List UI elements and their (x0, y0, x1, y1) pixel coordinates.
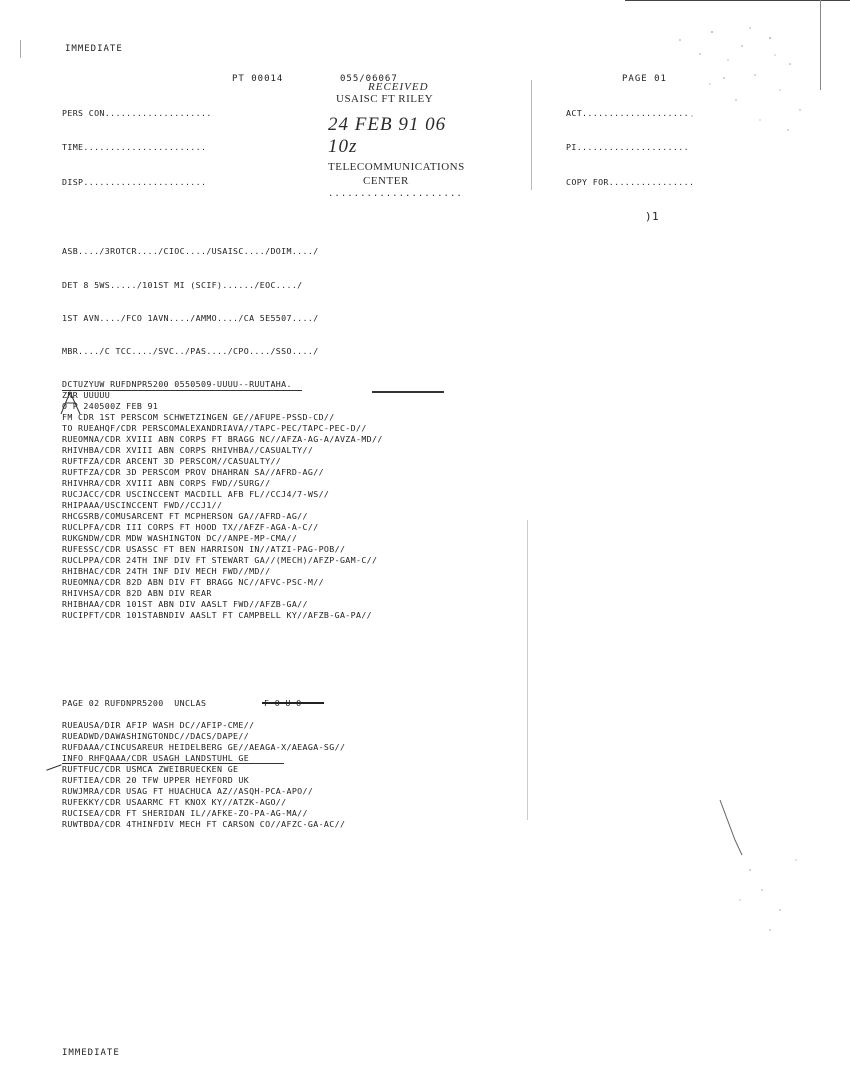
disp-field: DISP....................... (62, 177, 207, 187)
pi-field: PI..................... (566, 142, 689, 152)
precedence-footer: IMMEDIATE (62, 1048, 120, 1058)
page-two-line: RUFTIEA/CDR 20 TFW UPPER HEYFORD UK (62, 775, 250, 785)
message-line: ZNR UUUUU (62, 390, 111, 400)
scan-edge-line (820, 0, 821, 90)
page-two-line: RUEAUSA/DIR AFIP WASH DC//AFIP-CME// (62, 720, 255, 730)
page-two-header: PAGE 02 RUFDNPR5200 UNCLAS (62, 698, 207, 708)
stamp-center: CENTER (363, 175, 409, 187)
message-line: RUCIPFT/CDR 101STABNDIV AASLT FT CAMPBELL KY//AFZB-GA-PA// (62, 610, 373, 620)
page-two-line: RUFDAAA/CINCUSAREUR HEIDELBERG GE//AEAGA-X/AEAGA-SG// (62, 742, 346, 752)
message-line: RHIBHAC/CDR 24TH INF DIV MECH FWD//MD// (62, 566, 271, 576)
message-line: FM CDR 1ST PERSCOM SCHWETZINGEN GE//AFUPE-PSSD-CD// (62, 412, 335, 422)
page-number: PAGE 01 (622, 74, 667, 84)
handwritten-underline (372, 391, 444, 393)
message-line: RHIVHBA/CDR XVIII ABN CORPS RHIVHBA//CASUALTY// (62, 445, 314, 455)
page-two-line: RUFEKKY/CDR USAARMC FT KNOX KY//ATZK-AGO// (62, 797, 287, 807)
precedence-header: IMMEDIATE (65, 44, 123, 54)
message-line: RUEOMNA/CDR XVIII ABN CORPS FT BRAGG NC//AFZA-AG-A/AVZA-MD// (62, 434, 383, 444)
page-two-line: INFO RHFQAAA/CDR USAGH LANDSTUHL GE (62, 753, 250, 763)
page-two-line: RUWTBDA/CDR 4THINFDIV MECH FT CARSON CO//AFZC-GA-AC// (62, 819, 346, 829)
page-two-line: RUCISEA/CDR FT SHERIDAN IL//AFKE-ZO-PA-AG-MA// (62, 808, 308, 818)
scan-fold-line (531, 80, 532, 190)
page-two-line: RUFTFUC/CDR USMCA ZWEIBRUECKEN GE (62, 764, 239, 774)
act-field: ACT.................... (566, 108, 689, 118)
stamp-received: RECEIVED (368, 81, 429, 93)
scan-noise (700, 800, 820, 960)
strikethrough-line (262, 702, 324, 704)
distribution-line: DET 8 5WS...../101ST MI (SCIF)....../EOC..../ (62, 280, 303, 290)
copy-for-field: COPY FOR................ (566, 177, 695, 187)
message-line: RHCGSRB/COMUSARCENT FT MCPHERSON GA//AFRD-AG// (62, 511, 308, 521)
message-line: RHIBHAA/CDR 101ST ABN DIV AASLT FWD//AFZB-GA// (62, 599, 308, 609)
message-line: RUCLPPA/CDR 24TH INF DIV FT STEWART GA//(MECH)/AFZP-GAM-C// (62, 555, 378, 565)
handwritten-tick: )1 (645, 210, 659, 223)
message-line: RUFTFZA/CDR ARCENT 3D PERSCOM//CASUALTY// (62, 456, 282, 466)
distribution-line: MBR..../C TCC..../SVC../PAS..../CPO..../SSO..../ (62, 346, 319, 356)
message-line: RHIVHRA/CDR XVIII ABN CORPS FWD//SURG// (62, 478, 271, 488)
stamp-datetime: 24 FEB 91 06 10z (328, 114, 447, 157)
distribution-line: ASB..../3ROTCR..../CIOC..../USAISC..../DOIM..../ (62, 246, 319, 256)
message-line: RUCJACC/CDR USCINCCENT MACDILL AFB FL//CCJ4/7-WS// (62, 489, 330, 499)
page-two-line: RUEADWD/DAWASHINGTONDC//DACS/DAPE// (62, 731, 250, 741)
message-line: RHIPAAA/USCINCCENT FWD//CCJ1// (62, 500, 223, 510)
stamp-dots: ..................... (328, 189, 463, 199)
message-line: RUFESSC/CDR USASSC FT BEN HARRISON IN//ATZI-PAG-POB// (62, 544, 346, 554)
margin-mark (20, 40, 21, 58)
message-line: RUKGNDW/CDR MDW WASHINGTON DC//ANPE-MP-CMA// (62, 533, 298, 543)
scan-noise (640, 20, 820, 140)
top-edge-rule (625, 0, 850, 1)
distribution-line: 1ST AVN..../FCO 1AVN..../AMMO..../CA 5E5507..../ (62, 313, 319, 323)
message-line: RUEOMNA/CDR 82D ABN DIV FT BRAGG NC//AFVC-PSC-M// (62, 577, 324, 587)
message-id: PT 00014 (232, 74, 284, 84)
stamp-org: USAISC FT RILEY (336, 93, 434, 105)
message-line: TO RUEAHQF/CDR PERSCOMALEXANDRIAVA//TAPC-PEC/TAPC-PEC-D// (62, 423, 367, 433)
time-field: TIME....................... (62, 142, 207, 152)
handwritten-arrow-stroke (46, 764, 61, 770)
message-line: O P 240500Z FEB 91 (62, 401, 159, 411)
message-line: DCTUZYUW RUFDNPR5200 0550509-UUUU--RUUTAHA. (62, 379, 292, 389)
pers-con-field: PERS CON.................... (62, 108, 212, 118)
scan-fold-line (527, 520, 528, 820)
message-number: 055/06067 (340, 74, 398, 84)
stamp-telecom: TELECOMMUNICATIONS (328, 161, 465, 173)
message-line: RHIVHSA/CDR 82D ABN DIV REAR (62, 588, 212, 598)
page-two-line: RUWJMRA/CDR USAG FT HUACHUCA AZ//ASQH-PCA-APO// (62, 786, 314, 796)
received-stamp (328, 81, 478, 221)
message-line: RUFTFZA/CDR 3D PERSCOM PROV DHAHRAN SA//AFRD-AG// (62, 467, 324, 477)
message-line: RUCLPFA/CDR III CORPS FT HOOD TX//AFZF-AGA-A-C// (62, 522, 319, 532)
